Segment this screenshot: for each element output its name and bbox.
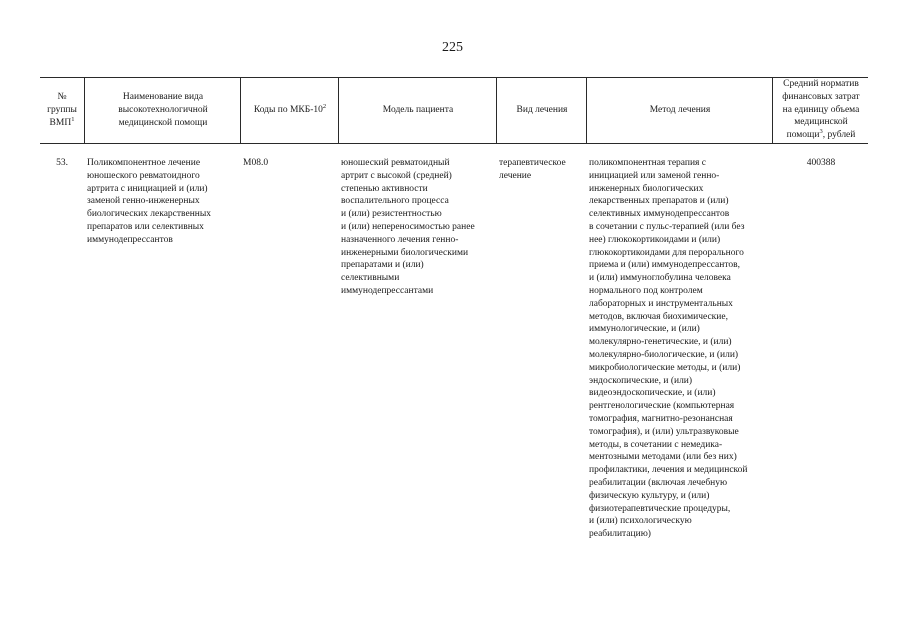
column-divider <box>496 77 497 143</box>
column-divider <box>586 77 587 143</box>
method-line: томография, магнитно-резонансная <box>589 413 733 424</box>
care-name-line: биологических лекарственных <box>87 209 211 220</box>
patient-model-line: степенью активности <box>341 183 428 194</box>
method-line: молекулярно-генетические, и (или) <box>589 337 732 348</box>
method-line: реабилитации (включая лечебную <box>589 477 728 488</box>
header-patient-model: Модель пациента <box>382 105 454 115</box>
method-line: реабилитацию) <box>589 529 651 540</box>
row-group-number: 53. <box>56 158 68 168</box>
header-norm-tail: , рублей <box>822 130 856 141</box>
header-group-line-3 <box>40 117 84 130</box>
table-top-rule <box>40 77 868 78</box>
method-line: лекарственных препаратов и (или) <box>589 196 729 207</box>
care-name-line: заменой генно-инженерных <box>87 196 200 207</box>
header-norm-line-2: финансовых затрат <box>782 91 860 102</box>
patient-model-line: артрит с высокой (средней) <box>341 170 452 181</box>
footnote-3: 3 <box>819 128 823 136</box>
header-norm-line-1: Средний норматив <box>783 79 859 89</box>
method-line: видеоэндоскопические, и (или) <box>589 388 716 399</box>
header-group-vmp: ВМП <box>49 117 72 128</box>
patient-model-line: воспалительного процесса <box>341 196 449 207</box>
header-norm-last: помощи <box>786 130 820 141</box>
table-header-rule <box>40 143 868 144</box>
method-line: глюкокортикоидами для перорального <box>589 247 744 258</box>
care-name-line: препаратов или селективных <box>87 221 204 232</box>
method-line: инициацией или заменой генно- <box>589 170 720 181</box>
method-line: физическую культуру, и (или) <box>589 490 710 501</box>
method-line: поликомпонентная терапия с <box>589 158 707 168</box>
method-line: профилактики, лечения и медицинской <box>589 465 748 476</box>
method-line: приема и (или) иммунодепрессантов, <box>589 260 740 271</box>
header-care-line-1: Наименование вида <box>122 92 204 102</box>
method-line: ментозными методами (или без них) <box>589 452 737 463</box>
method-line: селективных иммунодепрессантов <box>589 209 730 220</box>
method-line: нее) глюкокортикоидами и (или) <box>589 234 721 245</box>
patient-model-line: и (или) резистентностью <box>341 209 442 220</box>
method-line: лабораторных и инструментальных <box>589 298 733 309</box>
header-codes-label: Коды по МКБ-10 <box>253 105 323 115</box>
header-norm-line-4: медицинской <box>794 117 848 128</box>
care-name-line: юношеского ревматоидного <box>87 170 200 181</box>
method-line: нормального под контролем <box>589 285 703 296</box>
treatment-type-line: терапевтическое <box>499 158 566 168</box>
patient-model-line: юношеский ревматоидный <box>341 158 450 168</box>
method-line: томография), и (или) ультразвуковые <box>589 426 739 437</box>
method-line: рентгенологические (компьютерная <box>589 401 735 412</box>
care-name-line: иммунодепрессантов <box>87 234 173 245</box>
care-name-line: артрита с инициацией и (или) <box>87 183 208 194</box>
footnote-2: 2 <box>322 102 327 110</box>
header-group-line-2: группы <box>47 104 77 115</box>
method-line: методов, включая биохимические, <box>589 311 728 322</box>
row-financial-norm: 400388 <box>806 158 836 168</box>
column-divider <box>240 77 241 143</box>
method-line: эндоскопические, и (или) <box>589 375 693 386</box>
method-line: иммунологические, и (или) <box>589 324 700 335</box>
footnote-1: 1 <box>71 115 75 123</box>
patient-model-line: назначенного лечения генно- <box>341 234 459 245</box>
patient-model-line: селективными <box>341 273 400 284</box>
method-line: в сочетании с пульс-терапией (или без <box>589 221 745 232</box>
method-line: физиотерапевтические процедуры, <box>589 503 731 514</box>
column-divider <box>338 77 339 143</box>
header-financial-norm <box>774 78 868 142</box>
method-line: методы, в сочетании с немедика- <box>589 439 723 450</box>
patient-model-line: инженерными биологическими <box>341 247 469 258</box>
method-line: инженерных биологических <box>589 183 704 194</box>
header-treatment-type: Вид лечения <box>516 105 568 115</box>
column-divider <box>84 77 85 143</box>
method-line: микробиологические методы, и (или) <box>589 362 741 373</box>
patient-model-line: иммунодепрессантами <box>341 285 434 296</box>
treatment-type-line: лечение <box>499 170 532 181</box>
patient-model-line: и (или) непереносимостью ранее <box>341 221 475 232</box>
header-care-line-3: медицинской помощи <box>118 117 208 128</box>
method-line: и (или) психологическую <box>589 516 692 527</box>
row-treatment-method <box>589 157 772 541</box>
method-line: и (или) иммуноглобулина человека <box>589 273 731 284</box>
column-divider <box>772 77 773 143</box>
row-treatment-type <box>499 157 585 183</box>
header-icd-codes <box>242 104 338 117</box>
header-care-name <box>86 91 240 129</box>
row-patient-model <box>341 157 495 298</box>
header-group-line-1: № <box>57 92 67 102</box>
row-icd-code: M08.0 <box>243 158 269 168</box>
header-treatment-method: Метод лечения <box>649 105 711 115</box>
header-norm-line-5 <box>774 129 868 142</box>
row-care-name <box>87 157 239 247</box>
patient-model-line: препаратами и (или) <box>341 260 424 271</box>
header-group-number <box>40 91 84 129</box>
header-norm-line-3: на единицу объема <box>782 104 860 115</box>
care-name-line: Поликомпонентное лечение <box>87 158 201 168</box>
page-number: 225 <box>442 40 463 55</box>
method-line: молекулярно-биологические, и (или) <box>589 349 739 360</box>
header-care-line-2: высокотехнологичной <box>118 104 208 115</box>
